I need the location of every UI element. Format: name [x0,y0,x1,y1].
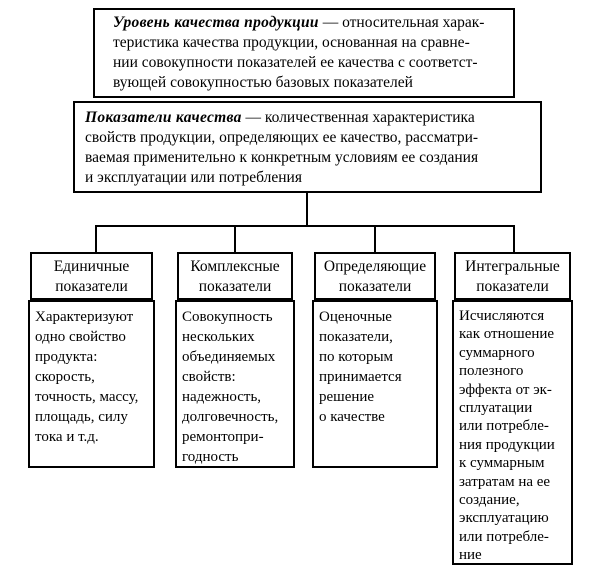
text-line: создание, [459,492,520,509]
text-line: ния продукции [459,436,555,453]
text-line: продукта: [35,349,98,365]
text-line: точность, массу, [35,389,139,405]
text-line: ремонтопри- [182,429,264,445]
quality-indicators-definition-box [73,101,542,193]
quality-indicators-definition-lines [85,128,536,188]
text-line: Оценочные [319,309,392,325]
text-line: Исчисляются [459,308,545,324]
text-line: по которым [319,349,394,365]
text-line: о качестве [319,409,385,425]
text-line: площадь, силу [35,409,128,425]
text-line: показатели, [319,329,393,345]
text-line: принимается [319,369,402,385]
quality-indicators-term: Показатели качества [85,109,242,126]
column-body-integral-indicators [452,300,573,565]
text-line: эксплуатацию [459,510,549,527]
text-line: годность [182,449,239,465]
text-line: Совокупность [182,309,273,325]
text-line: эффекта от эк- [459,381,552,398]
text-line: объединяемых [182,349,276,365]
text-line: свойств продукции, определяющих ее качество, рассматри- [85,129,479,146]
text-line: Характеризуют [35,309,134,325]
text-line: свойств: [182,369,236,385]
text-line: теристика качества продукции, основанная на сравне- [113,34,470,51]
text-line: ние [459,547,482,564]
column-body-complex-indicators [175,300,295,468]
connector-stem-line [306,193,308,227]
quality-indicators-definition-start: — количественная характеристика [241,109,475,126]
text-line: к суммарным [459,455,545,472]
text-line: суммарного [459,344,535,361]
text-line: скорость, [35,369,95,385]
text-line: нескольких [182,329,255,345]
text-line: долговечность, [182,409,279,425]
text-line: как отношение [459,326,555,343]
text-line: ваемая применительно к конкретным условиям ее создания [85,149,479,166]
column-header-integral-indicators: Интегральные показатели [454,252,571,300]
text-line: одно свойство [35,329,126,345]
text-line: или потребле- [459,528,549,545]
text-line: надежность, [182,389,262,405]
text-line: тока и т.д. [35,429,99,445]
connector-drop-defining [374,225,376,252]
column-header-complex-indicators: Комплексные показатели [177,252,293,300]
text-line: и эксплуатации или потребления [85,169,302,186]
text-line: нии совокупности показателей ее качества с соответст- [113,54,478,71]
quality-level-definition-box [93,8,515,98]
text-line: сплуатации [459,400,533,417]
quality-level-definition-start: — относительная харак- [318,14,485,31]
text-line: решение [319,389,375,405]
quality-level-term: Уровень качества продукции [113,14,319,31]
connector-drop-complex [234,225,236,252]
column-body-single-indicators [28,300,155,468]
quality-indicators-first-line [85,108,536,128]
column-header-defining-indicators: Определяющие показатели [314,252,436,300]
column-body-defining-indicators [312,300,438,468]
text-line: или потребле- [459,418,549,435]
text-line: вующей совокупностью базовых показателей [113,74,413,91]
quality-level-definition-lines [113,33,509,93]
quality-level-first-line [113,13,509,33]
connector-drop-single [95,225,97,252]
text-line: полезного [459,363,524,380]
connector-rail-line [95,225,515,227]
connector-drop-integral [513,225,515,252]
column-header-single-indicators: Единичные показатели [30,252,153,300]
text-line: затратам на ее [459,473,551,490]
